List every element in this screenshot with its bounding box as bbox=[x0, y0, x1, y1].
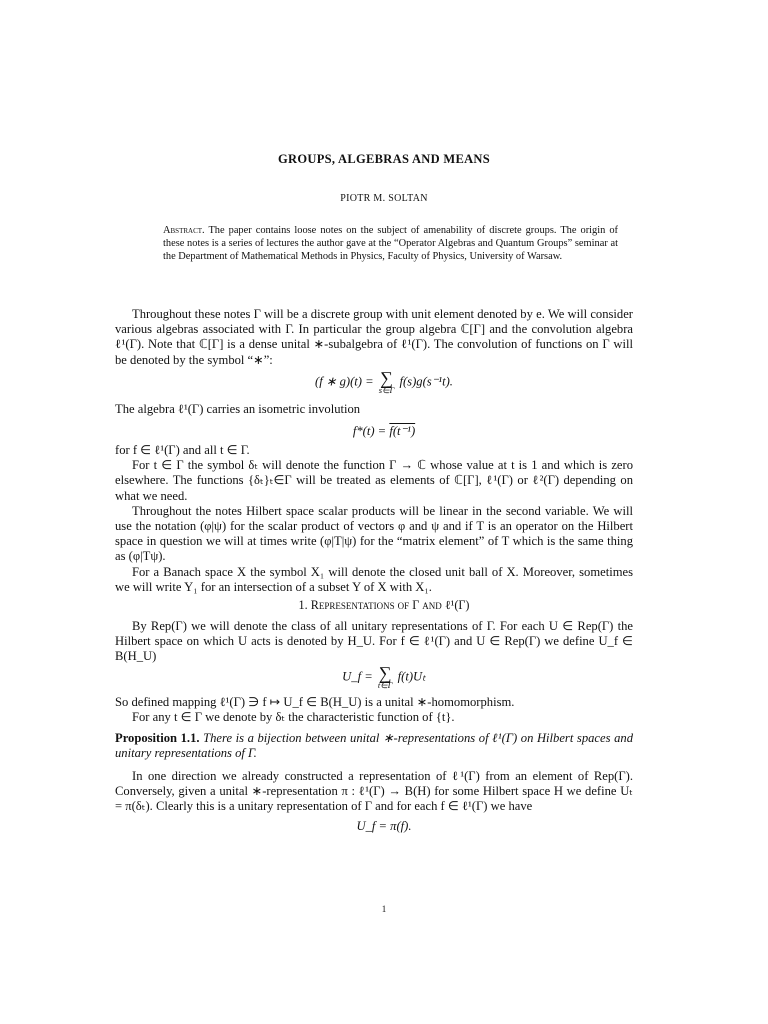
paragraph-3: for f ∈ ℓ¹(Γ) and all t ∈ Γ. bbox=[115, 443, 250, 457]
rep-paragraph bbox=[115, 619, 633, 665]
sum-symbol: ∑ bbox=[378, 663, 392, 683]
page-number: 1 bbox=[381, 904, 387, 914]
abstract-text: The paper contains loose notes on the subject of amenability of discrete groups. The origin of these notes is a series of lectures the author gave at the “Operator Algebras and Quantum Groups” seminar at the Department of Mathematical Methods in Physics, Faculty of Physics, University of Warsaw. bbox=[163, 225, 618, 262]
paragraph-1: Throughout these notes Γ will be a discrete group with unit element denoted by e. We will consider various algebras associated with Γ. In particular the group algebra ℂ[Γ] and the convolution algebra ℓ¹(Γ). Note that ℂ[Γ] is a dense unital ∗-subalgebra of ℓ¹(Γ). The convolution of functions on Γ will be denoted by the symbol “∗”: bbox=[115, 307, 633, 367]
abstract bbox=[163, 224, 618, 263]
proposition bbox=[115, 731, 633, 761]
paragraph-6: For a Banach space X the symbol X₁ will denote the closed unit ball of X. Moreover, sometimes we will write Y₁ for an intersection of a subset Y of X with X₁. bbox=[115, 564, 633, 594]
eq2-rhs: f(t⁻¹) bbox=[389, 424, 416, 438]
sum-index: t∈Γ bbox=[377, 680, 393, 690]
body-block-1 bbox=[115, 443, 633, 595]
proof-paragraph bbox=[115, 769, 633, 815]
paragraph-10: In one direction we already constructed a representation of ℓ¹(Γ) from an element of Rep(Γ). Conversely, given a unital ∗-representation π : ℓ¹(Γ) → B(H) for some Hilbert space H we define Uₜ = π(δₜ). Clearly this is a unitary representation of Γ and for each f ∈ ℓ¹(Γ) we have bbox=[115, 769, 633, 814]
sum-symbol: ∑ bbox=[380, 368, 393, 388]
paragraph-4: For t ∈ Γ the symbol δₜ will denote the function Γ → ℂ whose value at t is 1 and which is zero elsewhere. The functions {δₜ}ₜ∈Γ will be treated as elements of ℂ[Γ], ℓ¹(Γ) or ℓ²(Γ) depending on what we need. bbox=[115, 458, 633, 503]
eq3-rhs: f(t)Uₜ bbox=[397, 669, 426, 684]
paragraph-5: Throughout the notes Hilbert space scalar products will be linear in the second variable. We will use the notation (φ|ψ) for the scalar product of vectors φ and ψ and if T is an operator on the Hilbert space in question we will at times write (φ|T|ψ) for the “matrix element” of T which is the same thing as (φ|Tψ). bbox=[115, 503, 633, 564]
sum-index: s∈Γ bbox=[378, 385, 395, 395]
abstract-lead: Abstract. bbox=[163, 225, 205, 236]
paragraph-7: By Rep(Γ) we will denote the class of all unitary representations of Γ. For each U ∈ Rep(Γ) the Hilbert space on which U acts is denoted by H_U. For f ∈ ℓ¹(Γ) and U ∈ Rep(Γ) we define U_f ∈ B(H_U) bbox=[115, 619, 633, 664]
equation-convolution bbox=[0, 370, 768, 395]
paragraph-8: So defined mapping ℓ¹(Γ) ∋ f ↦ U_f ∈ B(H_U) is a unital ∗-homomorphism. bbox=[115, 695, 515, 709]
paper-title: GROUPS, ALGEBRAS AND MEANS bbox=[278, 152, 490, 166]
equation-uf bbox=[0, 665, 768, 690]
proposition-label: Proposition 1.1. bbox=[115, 731, 200, 745]
equation-uf-pi: U_f = π(f). bbox=[356, 819, 412, 833]
eq1-rhs: f(s)g(s⁻¹t). bbox=[399, 374, 453, 389]
paragraph-9: For any t ∈ Γ we denote by δₜ the characteristic function of {t}. bbox=[132, 710, 455, 725]
eq1-lhs: (f ∗ g)(t) = bbox=[315, 374, 377, 389]
section-heading-1: 1. Representations of Γ and ℓ¹(Γ) bbox=[298, 598, 470, 612]
body-block-2 bbox=[115, 695, 633, 725]
paragraph-2: The algebra ℓ¹(Γ) carries an isometric involution bbox=[115, 402, 361, 416]
eq1-sum bbox=[379, 370, 395, 395]
eq3-sum bbox=[378, 665, 393, 690]
proposition-text: There is a bijection between unital ∗-representations of ℓ¹(Γ) on Hilbert spaces and unitary representations of Γ. bbox=[115, 731, 633, 761]
eq3-lhs: U_f = bbox=[342, 669, 376, 684]
intro-paragraph bbox=[115, 307, 633, 368]
involution-intro bbox=[115, 402, 633, 417]
equation-involution bbox=[0, 423, 768, 439]
paper-author: PIOTR M. SOLTAN bbox=[340, 193, 428, 204]
proposition-1-1 bbox=[115, 731, 633, 761]
eq2-lhs: f*(t) = bbox=[352, 424, 390, 438]
